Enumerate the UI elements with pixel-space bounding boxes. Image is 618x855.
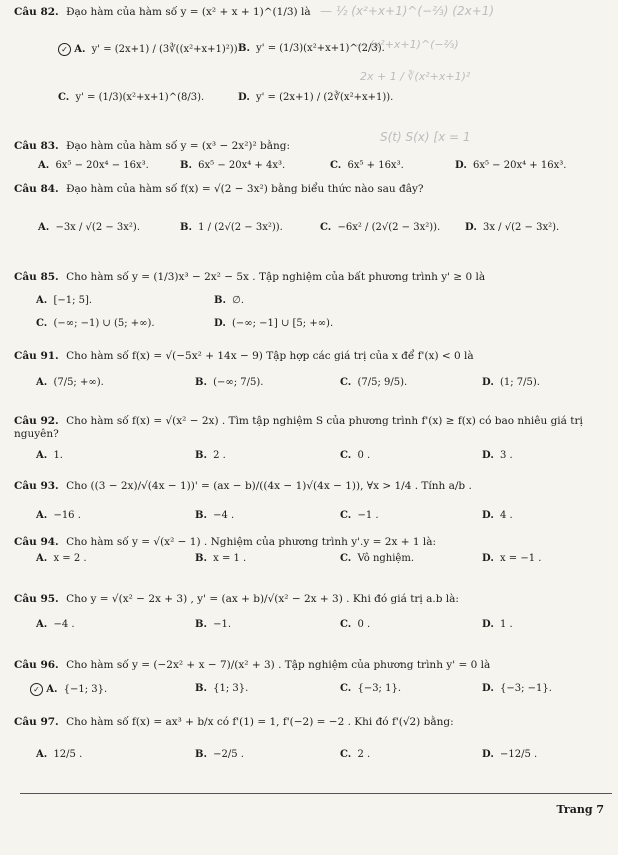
handwriting-scribble: 2x + 1 / ∛(x²+x+1)² — [360, 70, 471, 83]
option-c[interactable]: C. (−∞; −1) ∪ (5; +∞). — [36, 318, 155, 329]
question-92: Câu 92. Cho hàm số f(x) = √(x² − 2x) . Tìm tập nghiệm S của phương trình f'(x) ≥ f(x) có bao nhiêu giá trị nguyên? — [14, 415, 583, 440]
question-85: Câu 85. Cho hàm số y = (1/3)x³ − 2x² − 5x . Tập nghiệm của bất phương trình y' ≥ 0 là — [14, 271, 486, 283]
option-c[interactable]: C. 0 . — [340, 619, 371, 630]
option-d[interactable]: D. {−3; −1}. — [482, 683, 552, 694]
option-b[interactable]: B. −1. — [195, 619, 232, 630]
option-d[interactable]: D. 4 . — [482, 510, 513, 521]
option-d[interactable]: D. (−∞; −1] ∪ [5; +∞). — [214, 318, 334, 329]
footer-divider — [20, 793, 612, 794]
question-93: Câu 93. Cho ((3 − 2x)/√(4x − 1))' = (ax − b)/((4x − 1)√(4x − 1)), ∀x > 1/4 . Tính a/b . — [14, 480, 472, 492]
question-91: Câu 91. Cho hàm số f(x) = √(−5x² + 14x − 9) Tập hợp các giá trị của x để f'(x) < 0 là — [14, 350, 474, 362]
option-d[interactable]: D. 3 . — [482, 450, 513, 461]
option-a[interactable]: A. 1. — [36, 450, 63, 461]
option-c[interactable]: C. {−3; 1}. — [340, 683, 402, 694]
option-b[interactable]: B. x = 1 . — [195, 553, 247, 564]
option-c[interactable]: C. 2 . — [340, 749, 371, 760]
option-d[interactable]: D. 3x / √(2 − 3x²). — [465, 222, 560, 233]
selected-answer-mark-icon: ✓ — [58, 43, 71, 56]
option-b[interactable]: B. 6x⁵ − 20x⁴ + 4x³. — [180, 160, 286, 171]
option-c[interactable]: C. 0 . — [340, 450, 371, 461]
option-c[interactable]: C. (7/5; 9/5). — [340, 377, 408, 388]
option-d[interactable]: D. x = −1 . — [482, 553, 542, 564]
question-96: Câu 96. Cho hàm số y = (−2x² + x − 7)/(x² + 3) . Tập nghiệm của phương trình y' = 0 là — [14, 659, 491, 671]
handwriting-scribble: S(t) S(x) [x = 1 — [380, 130, 471, 144]
handwriting-scribble: — (x²+x+1)^(−⅔) — [355, 38, 459, 51]
question-label: Câu 82. — [14, 6, 59, 18]
question-82 — [14, 6, 610, 19]
option-b[interactable]: B. (−∞; 7/5). — [195, 377, 264, 388]
question-97: Câu 97. Cho hàm số f(x) = ax³ + b/x có f'(1) = 1, f'(−2) = −2 . Khi đó f'(√2) bằng: — [14, 716, 454, 728]
option-c[interactable]: C. y' = (1/3)(x²+x+1)^(8/3). — [58, 92, 205, 103]
option-a[interactable]: A. [−1; 5]. — [36, 295, 93, 306]
option-b[interactable]: B. −2/5 . — [195, 749, 244, 760]
question-95: Câu 95. Cho y = √(x² − 2x + 3) , y' = (ax + b)/√(x² − 2x + 3) . Khi đó giá trị a.b là: — [14, 593, 459, 605]
option-d[interactable]: D. 1 . — [482, 619, 513, 630]
question-84: Câu 84. Đạo hàm của hàm số f(x) = √(2 − 3x²) bằng biểu thức nào sau đây? — [14, 183, 424, 195]
question-83: Câu 83. Đạo hàm của hàm số y = (x³ − 2x²)² bằng: — [14, 140, 291, 152]
handwriting-scribble: — ½ (x²+x+1)^(−⅔) (2x+1) — [320, 4, 495, 18]
option-b[interactable]: B. 2 . — [195, 450, 226, 461]
option-c[interactable]: C. −1 . — [340, 510, 379, 521]
option-a[interactable]: A. x = 2 . — [36, 553, 87, 564]
option-a[interactable]: A. −4 . — [36, 619, 75, 630]
option-a[interactable]: A. 6x⁵ − 20x⁴ − 16x³. — [38, 160, 149, 171]
option-c[interactable]: C. −6x² / (2√(2 − 3x²)). — [320, 222, 441, 233]
question-stem: Đạo hàm của hàm số y = (x² + x + 1)^(1/3) là — [66, 6, 311, 18]
option-a[interactable]: ✓ A. y' = (2x+1) / (3∛((x²+x+1)²)) — [58, 43, 238, 56]
option-d[interactable]: D. −12/5 . — [482, 749, 538, 760]
option-a[interactable]: ✓ A. {−1; 3}. — [30, 683, 107, 696]
option-b[interactable]: B. {1; 3}. — [195, 683, 249, 694]
option-a[interactable]: A. −3x / √(2 − 3x²). — [38, 222, 141, 233]
option-a[interactable]: A. 12/5 . — [36, 749, 83, 760]
option-b[interactable]: B. ∅. — [214, 295, 245, 306]
question-94: Câu 94. Cho hàm số y = √(x² − 1) . Nghiệm của phương trình y'.y = 2x + 1 là: — [14, 536, 437, 548]
selected-answer-mark-icon: ✓ — [30, 683, 43, 696]
option-b[interactable]: B. y' = (1/3)(x²+x+1)^(2/3). — [238, 43, 385, 54]
option-d[interactable]: D. 6x⁵ − 20x⁴ + 16x³. — [455, 160, 567, 171]
option-c[interactable]: C. 6x⁵ + 16x³. — [330, 160, 404, 171]
option-b[interactable]: B. −4 . — [195, 510, 235, 521]
option-b[interactable]: B. 1 / (2√(2 − 3x²)). — [180, 222, 283, 233]
option-c[interactable]: C. Vô nghiệm. — [340, 553, 415, 564]
page-number: Trang 7 — [556, 803, 604, 816]
option-d[interactable]: D. y' = (2x+1) / (2∛(x²+x+1)). — [238, 92, 394, 103]
option-a[interactable]: A. (7/5; +∞). — [36, 377, 104, 388]
option-a[interactable]: A. −16 . — [36, 510, 81, 521]
option-d[interactable]: D. (1; 7/5). — [482, 377, 540, 388]
